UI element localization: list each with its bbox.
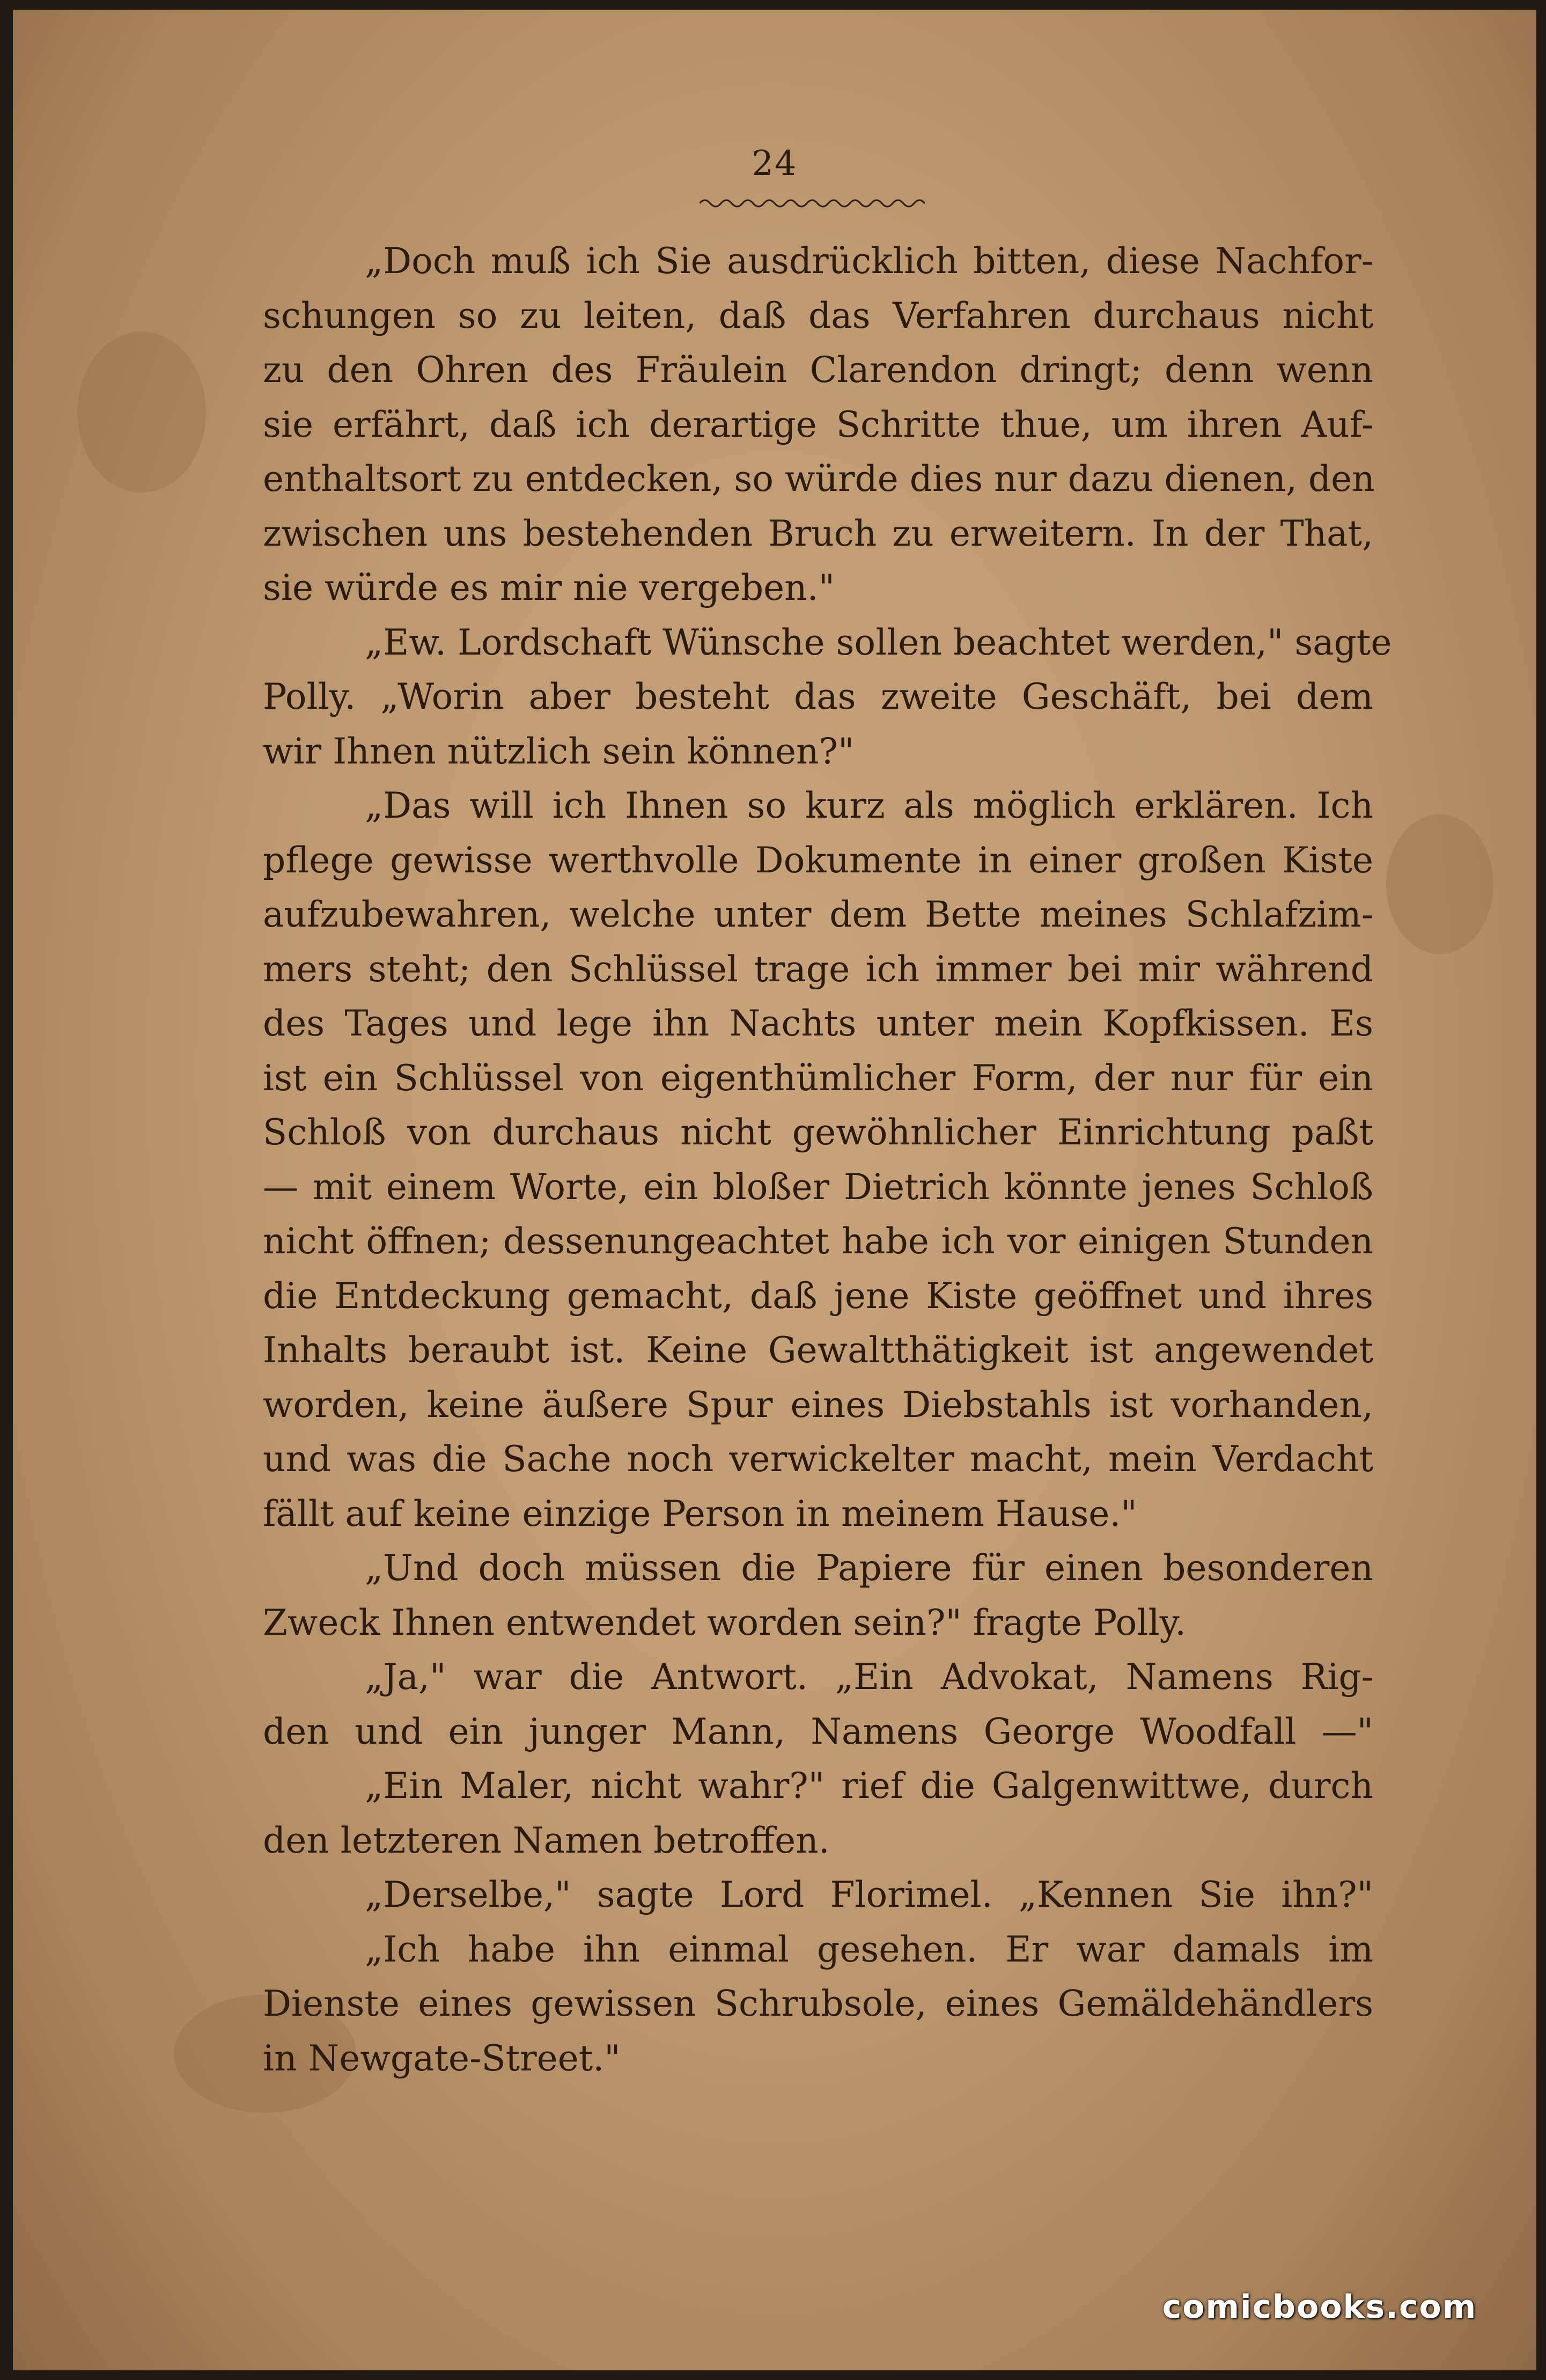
text-line: sie erfährt, daß ich derartige Schritte thue, um ihren Auf- [263, 403, 1373, 445]
text-line: „Derselbe," sagte Lord Florimel. „Kennen Sie ihn?" [365, 1874, 1373, 1915]
text-line: sie würde es mir nie vergeben." [263, 567, 835, 608]
text-line: Dienste eines gewissen Schrubsole, eines Gemäldehändlers [263, 1983, 1373, 2024]
text-line: — mit einem Worte, ein bloßer Dietrich könnte jenes Schloß [263, 1166, 1373, 1208]
page-number: 24 [752, 144, 798, 183]
text-line: wir Ihnen nützlich sein können?" [263, 730, 855, 772]
text-line: den und ein junger Mann, Namens George Woodfall —" [263, 1710, 1373, 1752]
text-line: in Newgate-Street." [263, 2037, 621, 2079]
text-line: den letzteren Namen betroffen. [263, 1819, 830, 1861]
text-line: „Ich habe ihn einmal gesehen. Er war damals im [365, 1928, 1373, 1970]
text-line: und was die Sache noch verwickelter macht, mein Verdacht [263, 1438, 1373, 1480]
text-line: zu den Ohren des Fräulein Clarendon dringt; denn wenn [263, 349, 1373, 391]
text-line: Zweck Ihnen entwendet worden sein?" fragte Polly. [263, 1602, 1187, 1643]
watermark: comicbooks.com [1162, 2288, 1477, 2326]
text-line: enthaltsort zu entdecken, so würde dies nur dazu dienen, den [263, 458, 1375, 499]
text-line: „Ew. Lordschaft Wünsche sollen beachtet werden," sagte [365, 621, 1392, 663]
text-line: des Tages und lege ihn Nachts unter mein Kopfkissen. Es [263, 1003, 1373, 1044]
text-line: Polly. „Worin aber besteht das zweite Geschäft, bei dem [263, 676, 1373, 717]
text-line: „Ja," war die Antwort. „Ein Advokat, Namens Rig- [365, 1656, 1373, 1698]
body-text [263, 234, 1392, 2085]
text-line: pflege gewisse werthvolle Dokumente in einer großen Kiste [263, 839, 1373, 881]
text-line: Inhalts beraubt ist. Keine Gewaltthätigkeit ist angewendet [263, 1329, 1373, 1371]
text-line: nicht öffnen; dessenungeachtet habe ich vor einigen Stunden [263, 1221, 1373, 1262]
text-line: fällt auf keine einzige Person in meinem Hause." [263, 1493, 1137, 1534]
text-line: die Entdeckung gemacht, daß jene Kiste geöffnet und ihres [263, 1275, 1373, 1317]
text-line: aufzubewahren, welche unter dem Bette meines Schlafzim- [263, 894, 1373, 935]
text-line: mers steht; den Schlüssel trage ich immer bei mir während [263, 948, 1373, 990]
text-line: „Doch muß ich Sie ausdrücklich bitten, diese Nachfor- [365, 240, 1373, 282]
paper-stain [77, 332, 206, 493]
text-line: „Ein Maler, nicht wahr?" rief die Galgenwittwe, durch [365, 1765, 1373, 1806]
text-line: „Und doch müssen die Papiere für einen besonderen [365, 1547, 1373, 1589]
book-page [13, 10, 1536, 2370]
text-line: Schloß von durchaus nicht gewöhnlicher Einrichtung paßt [263, 1112, 1373, 1153]
text-line: zwischen uns bestehenden Bruch zu erweitern. In der That, [263, 512, 1373, 554]
paper-stain [1386, 814, 1493, 954]
text-line: schungen so zu leiten, daß das Verfahren durchaus nicht [263, 295, 1373, 336]
ornament-divider [700, 195, 925, 211]
text-line: worden, keine äußere Spur eines Diebstahls ist vorhanden, [263, 1384, 1373, 1426]
text-line: ist ein Schlüssel von eigenthümlicher Form, der nur für ein [263, 1057, 1373, 1099]
text-line: „Das will ich Ihnen so kurz als möglich erklären. Ich [365, 785, 1373, 826]
